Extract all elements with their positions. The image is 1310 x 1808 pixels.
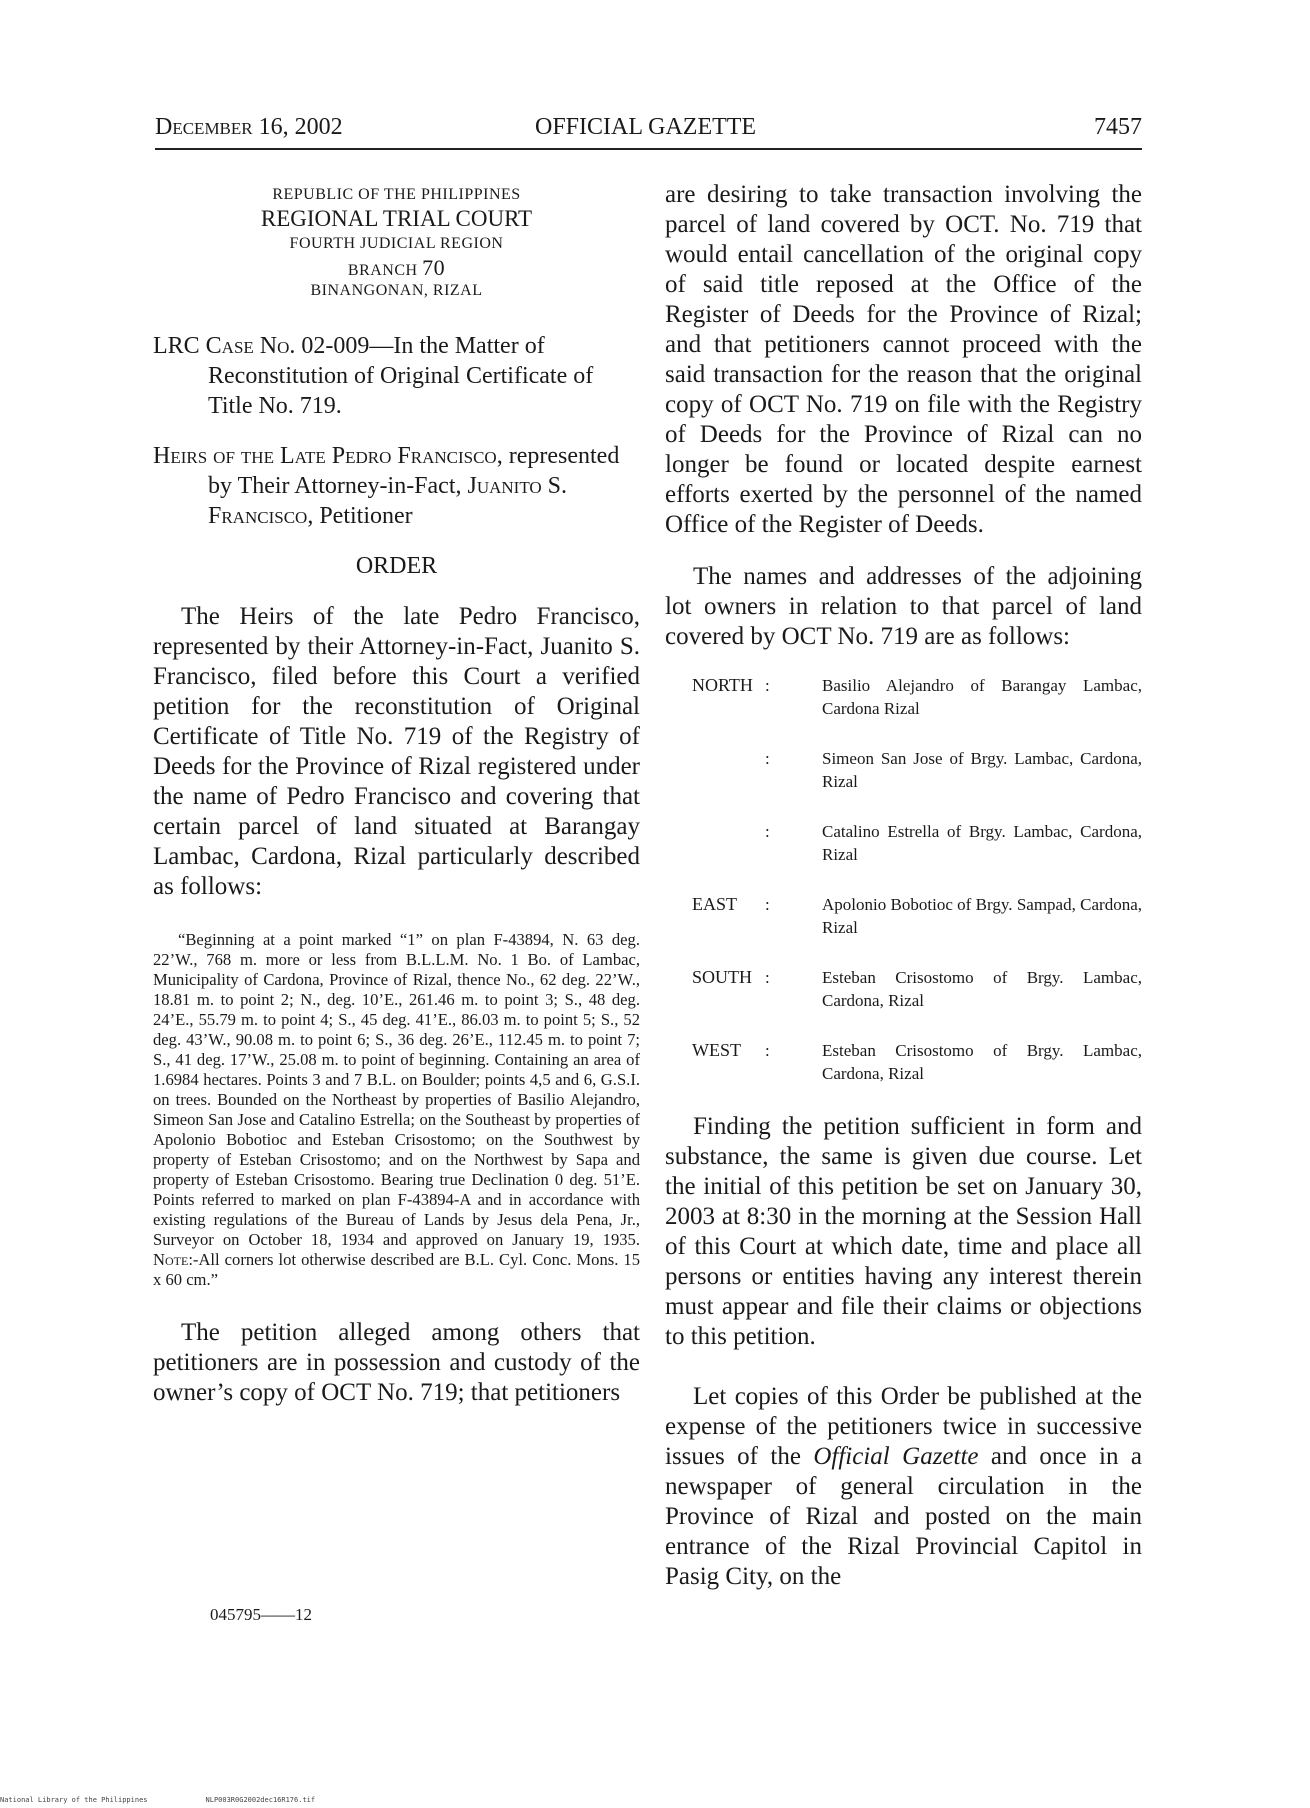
list-item: : Simeon San Jose of Brgy. Lambac, Cardona, Rizal [765, 749, 1142, 791]
right-column [665, 180, 1142, 1592]
court-republic: REPUBLIC OF THE PHILIPPINES [272, 186, 521, 203]
owner-address: Apolonio Bobotioc of Brgy. Sampad, Cardona, Rizal [822, 895, 1142, 937]
note-label: Note [153, 1250, 189, 1270]
petitioner-heirs: Heirs of the Late Pedro Francisco [153, 443, 497, 470]
owner-address: Basilio Alejandro of Barangay Lambac, Cardona Rizal [822, 676, 1142, 718]
list-item: WEST : Esteban Crisostomo of Brgy. Lambac, Cardona, Rizal [692, 1040, 1142, 1083]
gazette-title: Official Gazette [813, 1443, 979, 1470]
court-branch: BRANCH 70 [347, 254, 446, 280]
case-title: —In the Matter of Reconstitution of Original Certificate of Title No. 719. [208, 333, 594, 420]
court-name: REGIONAL TRIAL COURT [260, 206, 533, 231]
paragraph-adjoining-intro: The names and addresses of the adjoining lot owners in relation to that parcel of land covered by OCT No. 719 are as follows: [665, 563, 1142, 650]
issue-date: December 16, 2002 [155, 114, 343, 140]
list-item: NORTH : Basilio Alejandro of Barangay Lambac, Cardona Rizal [692, 675, 1142, 718]
publication-title: OFFICIAL GAZETTE [535, 114, 757, 140]
paragraph-allegation-continued: are desiring to take transaction involving the parcel of land covered by OCT. No. 719 that would entail cancellation of the original copy of said title reposed at the Office of the Register of Deeds for the Province of Rizal; and that petitioners cannot proceed with the said transaction for the reason that the original copy of OCT No. 719 on file with the Registry of Deeds for the Province of Rizal can no longer be found or located despite earnest efforts exerted by the personnel of the named Office of the Register of Deeds. [665, 181, 1142, 538]
direction-label: WEST [692, 1040, 741, 1060]
case-number: LRC Case No. 02-009 [153, 333, 370, 360]
list-item: EAST : Apolonio Bobotioc of Brgy. Sampad, Cardona, Rizal [692, 894, 1142, 937]
court-location: BINANGONAN, RIZAL [310, 282, 483, 300]
court-region: FOURTH JUDICIAL REGION [289, 234, 504, 252]
paragraph-hearing: Finding the petition sufficient in form and substance, the same is given due course. Let the initial of this petition be set on January 30, 2003 at 8:30 in the morning at the Session Hall of this Court at which date, time and place all persons or entities having any interest therein must appear and file their claims or objections to this petition. [665, 1113, 1142, 1350]
technical-description: “Beginning at a point marked “1” on plan F-43894, N. 63 deg. 22’W., 768 m. more or less from B.L.L.M. No. 1 Bo. of Lambac, Municipality of Cardona, Province of Rizal, thence No., 62 deg. 22’W., 18.81 m. to point 2; N., deg. 10’E., 261.46 m. to point 3; S., 48 deg. 24’E., 55.79 m. to point 4; S., 45 deg. 41’E., 86.03 m. to point 5; S., 52 deg. 43’W., 90.08 m. to point 6; S., 36 deg. 26’E., 112.45 m. to point 7; S., 41 deg. 17’W., 25.08 m. to point of beginning. Containing an area of 1.6984 hectares. Points 3 and 7 B.L. on Boulder; points 4,5 and 6, G.S.I. on trees. Bounded on the Northeast by properties of Basilio Alejandro, Simeon San Jose and Catalino Estrella; on the Southeast by properties of Apolonio Bobotioc and Esteban Crisostomo; on the Southwest by property of Esteban Crisostomo; and on the Northwest by Sapa and property of Esteban Crisostomo. Bearing true Declination 0 deg. 51’E. Points referred to marked on plan F-43894-A and in accordance with existing regulations of the Bureau of Lands by Jesus dela Pena, Jr., Surveyor on October 18, 1934 and approved on January 19, 1935. Note:-All corners lot otherwise described are B.L. Cyl. Conc. Mons. 15 x 60 cm.” [153, 930, 640, 1290]
left-column [153, 185, 640, 1408]
paragraph-petition: The Heirs of the late Pedro Francisco, represented by their Attorney-in-Fact, Juanito S. Francisco, filed before this Court a verified petition for the reconstitution of Original Certificate of Title No. 719 of the Registry of Deeds for the Province of Rizal registered under the name of Pedro Francisco and covering that certain parcel of land situated at Barangay Lambac, Cardona, Rizal particularly described as follows: [153, 603, 640, 901]
owner-address: Simeon San Jose of Brgy. Lambac, Cardona, Rizal [822, 749, 1142, 791]
order-heading: ORDER [355, 553, 438, 580]
list-item: : Catalino Estrella of Brgy. Lambac, Cardona, Rizal [765, 822, 1142, 864]
owner-address: Catalino Estrella of Brgy. Lambac, Cardona, Rizal [822, 822, 1142, 864]
adjoining-owners-list [665, 674, 1142, 1087]
print-code: 045795——12 [210, 1605, 312, 1624]
list-item: SOUTH : Esteban Crisostomo of Brgy. Lambac, Cardona, Rizal [692, 967, 1142, 1010]
direction-label: SOUTH [692, 967, 753, 987]
scan-footer [0, 1796, 373, 1804]
paragraph-publication: Let copies of this Order be published at the expense of the petitioners twice in successive issues of the Official Gazette and once in a newspaper of general circulation in the Province of Rizal and posted on the main entrance of the Rizal Provincial Capitol in Pasig City, on the [665, 1383, 1142, 1590]
owner-address: Esteban Crisostomo of Brgy. Lambac, Cardona, Rizal [822, 968, 1142, 1010]
scan-library: National Library of the Philippines [0, 1796, 148, 1804]
paragraph-allegation: The petition alleged among others that petitioners are in possession and custody of the owner’s copy of OCT No. 719; that petitioners [153, 1319, 640, 1407]
petitioner-attorney: Juanito S. Francisco [208, 473, 568, 530]
page-header [155, 114, 1142, 150]
case-caption [153, 331, 640, 421]
direction-label: NORTH [692, 675, 753, 695]
page-number: 7457 [1094, 114, 1142, 140]
owner-address: Esteban Crisostomo of Brgy. Lambac, Cardona, Rizal [822, 1041, 1142, 1083]
scan-file: NLP003R0G2002dec16R176.tif [205, 1796, 316, 1804]
court-heading [153, 185, 640, 301]
petitioner-caption: Heirs of the Late Pedro Francisco, represented by Their Attorney-in-Fact, Juanito S. Francisco, Petitioner [153, 443, 620, 530]
direction-label: EAST [692, 894, 737, 914]
